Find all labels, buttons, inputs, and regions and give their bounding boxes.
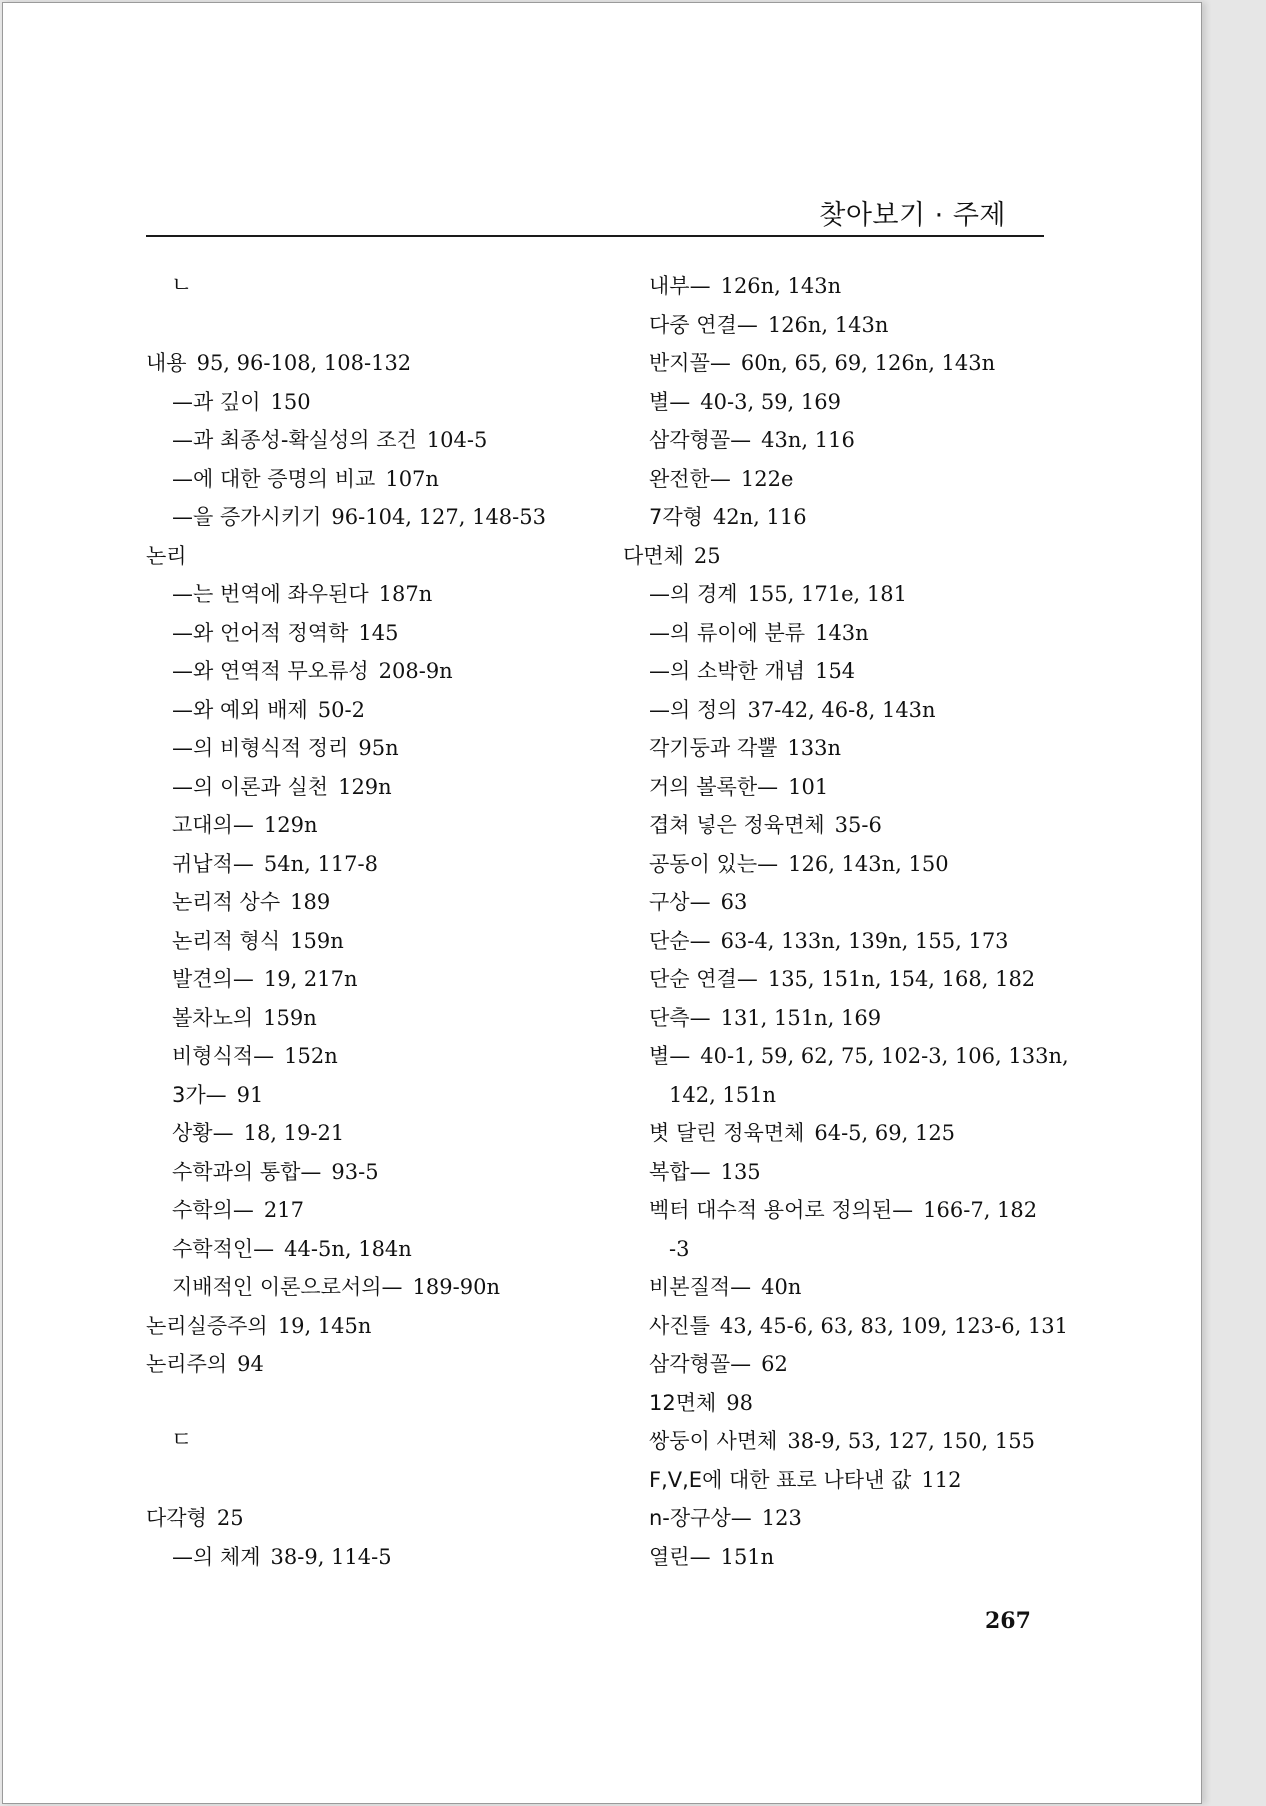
index-pages: 98 (726, 1390, 754, 1415)
index-pages: 93-5 (331, 1159, 379, 1184)
index-term: F,V,E에 대한 표로 나타낸 값 (649, 1467, 912, 1492)
index-term: 벡터 대수적 용어로 정의된— (649, 1198, 914, 1222)
index-entry (146, 652, 606, 691)
index-pages: 123 (761, 1506, 802, 1530)
index-term: —의 이론과 실천 (172, 774, 329, 799)
index-entry (623, 845, 1093, 884)
index-pages: 112 (921, 1467, 962, 1492)
index-term: —에 대한 증명의 비교 (172, 466, 376, 491)
index-entry (623, 1422, 1093, 1461)
index-entry (146, 1538, 606, 1577)
index-term: 별— (649, 1044, 691, 1068)
index-term: ㄷ (171, 1428, 193, 1453)
index-term: 각기둥과 각뿔 (649, 736, 778, 760)
index-entry (623, 614, 1093, 653)
index-pages: 60n, 65, 69, 126n, 143n (740, 351, 996, 375)
index-term: 수학과의 통합— (172, 1159, 322, 1184)
index-entry (623, 1076, 1093, 1115)
index-pages: 101 (788, 774, 829, 799)
index-pages (187, 544, 197, 568)
index-term: 열린— (649, 1544, 711, 1569)
index-column-left (146, 267, 606, 1576)
index-term: ㄴ (171, 273, 193, 298)
index-term: 수학의— (172, 1198, 254, 1222)
index-term: —의 경계 (649, 582, 738, 606)
index-pages: 135, 151n, 154, 168, 182 (767, 967, 1036, 991)
index-column-right (623, 267, 1093, 1576)
header-rule (146, 235, 1044, 237)
index-pages: 95, 96-108, 108-132 (196, 351, 412, 375)
index-entry (146, 460, 606, 499)
index-pages: 122e (740, 466, 794, 491)
index-entry (146, 960, 606, 999)
index-entry (623, 460, 1093, 499)
index-entry (623, 1153, 1093, 1192)
index-entry (623, 691, 1093, 730)
index-term: 반지꼴— (649, 351, 731, 375)
index-term: 거의 볼록한— (649, 774, 779, 799)
index-entry (623, 922, 1093, 961)
index-entry (146, 537, 606, 576)
index-term: 논리적 상수 (172, 890, 281, 914)
index-entry (623, 652, 1093, 691)
index-pages: 126n, 143n (720, 274, 842, 298)
index-pages: 208-9n (378, 659, 453, 683)
section-letter (146, 267, 606, 306)
index-term: 공동이 있는— (649, 851, 779, 876)
index-pages: 63-4, 133n, 139n, 155, 173 (720, 928, 1009, 953)
index-term: 귀납적— (172, 851, 254, 876)
index-entry (146, 344, 606, 383)
index-term: 내용 (146, 351, 187, 375)
index-entry (623, 1384, 1093, 1423)
index-pages: 25 (216, 1506, 244, 1530)
running-header: 찾아보기 · 주제 (819, 200, 1006, 231)
index-term: 복합— (649, 1159, 711, 1184)
index-term: —와 언어적 정역학 (172, 620, 349, 645)
index-term: —는 번역에 좌우된다 (172, 582, 369, 606)
index-term: 단순— (649, 928, 711, 953)
index-term: 구상— (649, 890, 711, 914)
index-term: 고대의— (172, 813, 254, 837)
index-pages: -3 (669, 1236, 690, 1261)
section-letter (146, 1422, 606, 1461)
index-pages: 37-42, 46-8, 143n (747, 697, 936, 722)
index-entry (146, 1345, 606, 1384)
index-pages: 126, 143n, 150 (788, 851, 949, 876)
index-pages: 64-5, 69, 125 (814, 1121, 956, 1145)
index-term: 볼차노의 (172, 1005, 254, 1030)
index-term: 12면체 (649, 1390, 717, 1415)
index-pages: 40-3, 59, 169 (700, 389, 841, 414)
index-entry (146, 1499, 606, 1538)
index-pages: 189-90n (412, 1275, 500, 1299)
index-pages: 145 (358, 620, 399, 645)
index-term: 논리적 형식 (172, 928, 281, 953)
index-entry (623, 421, 1093, 460)
index-pages: 19, 145n (277, 1313, 372, 1338)
index-term: 별— (649, 389, 691, 414)
index-term: 사진틀 (649, 1313, 710, 1338)
index-entry (623, 267, 1093, 306)
index-term: —과 최종성-확실성의 조건 (172, 428, 417, 452)
index-entry (146, 614, 606, 653)
index-entry (146, 691, 606, 730)
index-term: —의 소박한 개념 (649, 659, 806, 683)
index-entry (146, 883, 606, 922)
index-term: 지배적인 이론으로서의— (172, 1275, 403, 1299)
index-pages: 126n, 143n (767, 312, 889, 337)
index-entry (623, 575, 1093, 614)
index-pages: 133n (787, 736, 842, 760)
index-entry (146, 421, 606, 460)
index-pages: 43, 45-6, 63, 83, 109, 123-6, 131 (719, 1313, 1069, 1338)
index-term: 다각형 (146, 1506, 207, 1530)
index-term: —의 체계 (172, 1544, 261, 1569)
index-term: 내부— (649, 274, 711, 298)
spacer (146, 1461, 606, 1500)
index-entry (146, 1153, 606, 1192)
index-entry (623, 1345, 1093, 1384)
index-term: —의 비형식적 정리 (172, 736, 349, 760)
index-term: 단측— (649, 1005, 711, 1030)
index-pages: 129n (338, 774, 392, 799)
index-pages: 159n (263, 1005, 317, 1030)
index-entry (146, 1268, 606, 1307)
index-entry (623, 383, 1093, 422)
index-pages: 40-1, 59, 62, 75, 102-3, 106, 133n, (700, 1044, 1069, 1068)
index-entry (146, 1191, 606, 1230)
index-pages: 35-6 (834, 813, 882, 837)
index-entry (146, 575, 606, 614)
index-entry (146, 383, 606, 422)
index-term: —와 예외 배제 (172, 697, 308, 722)
index-pages: 217 (263, 1198, 304, 1222)
index-entry (623, 537, 1093, 576)
index-pages: 18, 19-21 (243, 1121, 345, 1145)
index-pages: 154 (815, 659, 856, 683)
index-term: 수학적인— (172, 1236, 275, 1261)
index-pages: 42n, 116 (712, 505, 807, 529)
index-term: —을 증가시키기 (172, 505, 322, 529)
index-term: —의 류이에 분류 (649, 620, 806, 645)
index-pages: 25 (693, 543, 721, 568)
index-term: 쌍둥이 사면체 (649, 1429, 778, 1453)
index-entry (623, 1307, 1093, 1346)
index-pages: 54n, 117-8 (263, 851, 378, 876)
index-term: 논리 (146, 543, 187, 568)
index-pages: 62 (761, 1352, 788, 1376)
index-entry (623, 960, 1093, 999)
index-entry (146, 922, 606, 961)
index-term: 겹쳐 넣은 정육면체 (649, 813, 825, 837)
index-pages: 40n (761, 1275, 802, 1299)
index-pages: 131, 151n, 169 (720, 1005, 882, 1030)
index-pages: 150 (270, 389, 311, 414)
index-entry (623, 1268, 1093, 1307)
index-term: 7각형 (649, 505, 703, 529)
index-entry (146, 845, 606, 884)
spacer (146, 306, 606, 345)
index-entry (623, 768, 1093, 807)
index-entry (623, 1538, 1093, 1577)
index-entry (623, 1230, 1093, 1269)
index-term: 비본질적— (649, 1275, 752, 1299)
index-entry (623, 883, 1093, 922)
index-entry (146, 1114, 606, 1153)
index-pages: 135 (720, 1159, 761, 1184)
index-entry (146, 1037, 606, 1076)
index-pages: 104-5 (426, 428, 488, 452)
index-entry (146, 768, 606, 807)
index-pages: 91 (236, 1082, 264, 1107)
index-term: 삼각형꼴— (649, 1352, 752, 1376)
index-entry (146, 1230, 606, 1269)
index-entry (623, 306, 1093, 345)
index-entry (623, 806, 1093, 845)
index-pages: 43n, 116 (761, 428, 855, 452)
index-entry (623, 1499, 1093, 1538)
index-entry (146, 1076, 606, 1115)
index-entry (623, 344, 1093, 383)
index-entry (623, 498, 1093, 537)
index-pages (192, 1428, 202, 1453)
index-term: —과 깊이 (172, 389, 261, 414)
index-entry (623, 1461, 1093, 1500)
index-entry (146, 729, 606, 768)
index-pages: 155, 171e, 181 (747, 582, 907, 606)
index-pages: 95n (358, 736, 399, 760)
index-pages: 38-9, 53, 127, 150, 155 (787, 1429, 1035, 1453)
index-pages: 38-9, 114-5 (270, 1544, 392, 1569)
index-entry (146, 1307, 606, 1346)
index-entry (146, 806, 606, 845)
page-number: 267 (985, 1608, 1031, 1634)
index-pages: 151n (720, 1544, 775, 1569)
index-term: —와 연역적 무오류성 (172, 659, 369, 683)
index-term: 볏 달린 정육면체 (649, 1121, 805, 1145)
index-term: 발견의— (172, 967, 254, 991)
index-term: 3가— (172, 1082, 227, 1107)
index-term: 논리주의 (146, 1352, 228, 1376)
index-pages: 142, 151n (669, 1082, 777, 1107)
index-entry (623, 1037, 1093, 1076)
index-entry (623, 729, 1093, 768)
index-entry (146, 999, 606, 1038)
index-pages: 159n (290, 928, 344, 953)
index-term: 상황— (172, 1121, 234, 1145)
index-pages: 187n (378, 582, 433, 606)
index-entry (623, 999, 1093, 1038)
index-entry (623, 1114, 1093, 1153)
book-page (2, 2, 1202, 1804)
index-pages: 19, 217n (263, 967, 358, 991)
index-entry (146, 498, 606, 537)
spacer (146, 1384, 606, 1423)
index-pages: 94 (237, 1352, 264, 1376)
index-pages: 50-2 (317, 697, 365, 722)
index-term: n-장구상— (649, 1506, 752, 1530)
index-term: —의 정의 (649, 697, 738, 722)
index-pages: 63 (720, 890, 748, 914)
index-pages: 96-104, 127, 148-53 (331, 505, 546, 529)
index-term: 삼각형꼴— (649, 428, 752, 452)
index-pages: 152n (284, 1044, 338, 1068)
index-pages: 166-7, 182 (923, 1198, 1038, 1222)
index-pages: 44-5n, 184n (284, 1236, 412, 1261)
index-term: 완전한— (649, 466, 731, 491)
index-term: 비형식적— (172, 1044, 275, 1068)
index-pages: 107n (385, 466, 439, 491)
index-pages: 143n (815, 620, 869, 645)
index-term: 다면체 (623, 543, 684, 568)
index-term: 단순 연결— (649, 967, 758, 991)
index-entry (623, 1191, 1093, 1230)
index-pages (192, 273, 202, 298)
index-pages: 189 (290, 890, 331, 914)
index-term: 다중 연결— (649, 312, 758, 337)
index-pages: 129n (263, 813, 318, 837)
index-term: 논리실증주의 (146, 1313, 268, 1338)
